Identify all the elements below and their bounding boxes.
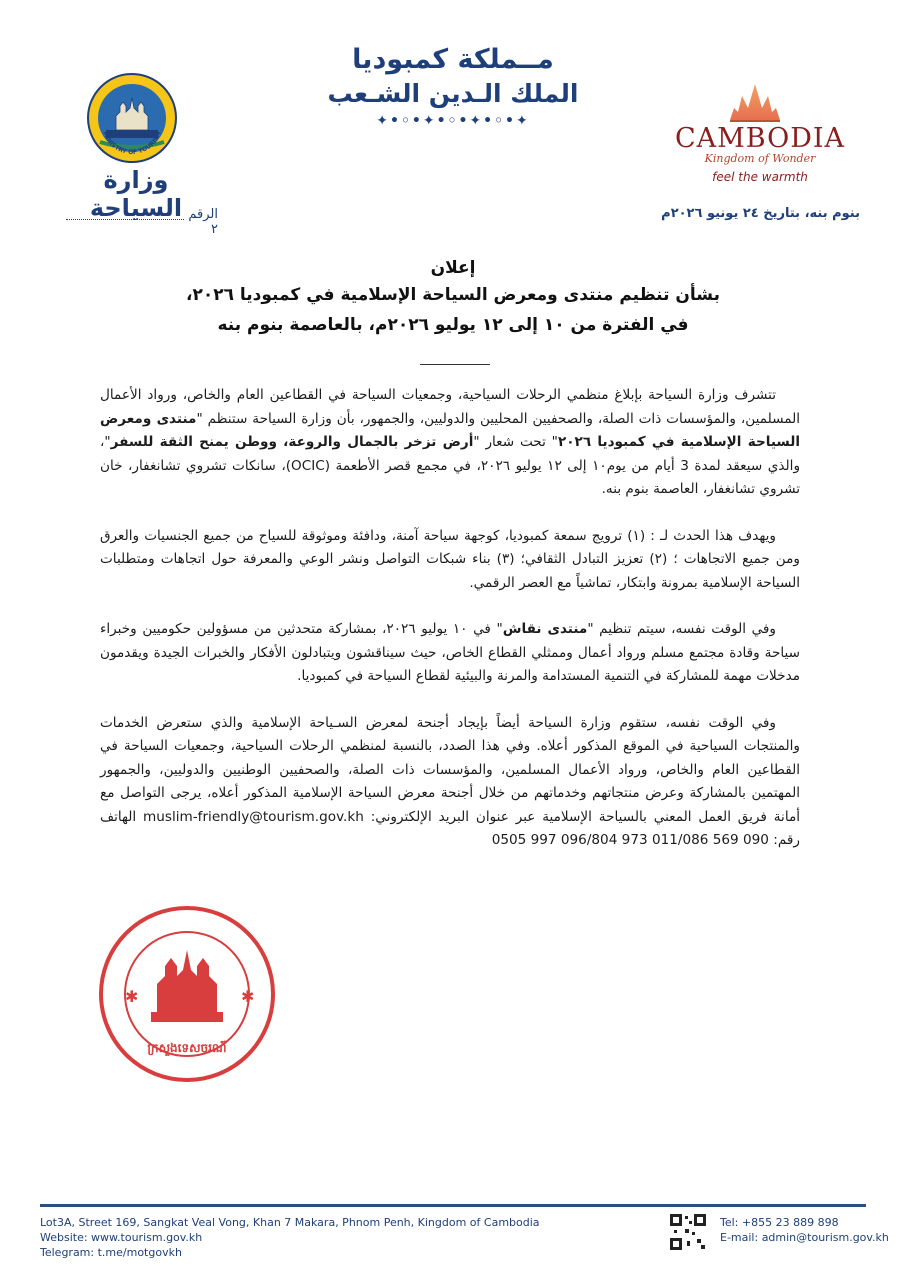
kingdom-line: مــملكة كمبوديا — [352, 44, 554, 75]
reference-number — [58, 207, 218, 237]
footer-telephone: Tel: +855 23 889 898 — [720, 1216, 839, 1229]
title-heading: إعلان — [430, 258, 476, 278]
svg-text:ក្រសួងទេសចរណ៍: ក្រសួងទេសចរណ៍ — [147, 1041, 227, 1055]
brand-tagline: Kingdom of Wonder — [704, 152, 816, 165]
reference-label: الرقم — [188, 207, 218, 222]
paragraph-3: وفي الوقت نفسه، سيتم تنظيم "منتدى نقاش" في ١٠ يوليو ٢٠٢٦، بمشاركة متحدثين من مسؤولين حكوميين وخبراء سياحة وقادة مجتمع مسلم ورواد أعمال وممثلي القطاع الخاص، حيث سيناقشون ويتبادلون الأفكار والخبرات الجيدة ويقدمون مدخلات مهمة للمشاركة في التنمية المستدامة والمرنة والبيئية لقطاع السياحة في كمبوديا. — [100, 621, 800, 684]
motto-line: الملك الـدين الشـعب — [327, 79, 579, 108]
title-subject: بشأن تنظيم منتدى ومعرض السياحة الإسلامية في كمبوديا ٢٠٢٦، — [186, 285, 720, 305]
kingdom-header — [250, 42, 656, 130]
footer-email[interactable]: E-mail: admin@tourism.gov.kh — [720, 1231, 889, 1244]
reference-dots — [66, 209, 184, 220]
announcement-title — [120, 256, 786, 340]
footer-website[interactable]: Website: www.tourism.gov.kh — [40, 1231, 203, 1244]
ministry-name: وزارة السياحة — [89, 166, 183, 222]
ministry-of-tourism-logo — [86, 72, 178, 164]
letter-body — [100, 384, 800, 853]
brand-slogan: feel the warmth — [712, 170, 808, 184]
footer-telegram[interactable]: Telegram: t.me/motgovkh — [40, 1246, 182, 1259]
title-dates: في الفترة من ١٠ إلى ١٢ يوليو ٢٠٢٦م، بالعاصمة بنوم بنه — [217, 315, 689, 335]
reference-value: ٢ — [211, 222, 218, 237]
footer-contact-right — [720, 1215, 889, 1245]
date-line: بنوم بنه، بتاريخ ٢٤ يونيو ٢٠٢٦م — [661, 206, 860, 221]
contact-phones: 0505 997 096/804 973 011/086 569 090 — [491, 832, 769, 848]
contact-email[interactable]: muslim-friendly@tourism.gov.kh — [143, 808, 364, 825]
svg-text:✱: ✱ — [241, 987, 255, 1006]
phone-label: الهاتف رقم: — [100, 808, 800, 848]
qr-code — [668, 1212, 708, 1252]
footer-divider — [40, 1204, 866, 1207]
contact-label: الإلكتروني: — [370, 808, 432, 825]
official-seal-stamp — [95, 902, 280, 1087]
title-divider — [420, 364, 490, 365]
footer-address: Lot3A, Street 169, Sangkat Veal Vong, Khan 7 Makara, Phnom Penh, Kingdom of Cambodia — [40, 1216, 540, 1229]
svg-text:MINISTRY OF TOURISM: MINISTRY OF TOURISM — [101, 130, 163, 157]
paragraph-4: وفي الوقت نفسه، ستقوم وزارة السياحة أيضاً بإيجاد أجنحة لمعرض السـياحة الإسلامية والذي ستعرض الخدمات والمنتجات السياحية في الموقع المذكور أعلاه. وفي هذا الصدد، بالنسبة لمنظمي الرحلات السياحية، وجمعيات السياحة في القطاعين العام والخاص، ورواد الأعمال المسلمين، والمؤسسات ذات الصلة، والصحفيين الوطنيين والدوليين، والجمهور المهتمين بالمشاركة وعرض منتجاتهم وخدماتهم من خلال أجنحة معرض السياحة الإسلامية المذكور أعلاه، يرجى التواصل مع أمانة فريق العمل المعني بالسياحة الإسلامية عبر عنوان البريد الإلكتروني: muslim-friendly@tourism.gov.kh الهاتف رقم: 0505 997 096/804 973 011/086 569 090 — [100, 714, 801, 848]
svg-text:✱: ✱ — [125, 987, 139, 1006]
header-ornament: ✦•◦•✦•◦•✦•◦•✦ — [376, 113, 530, 129]
paragraph-1: تتشرف وزارة السياحة بإبلاغ منظمي الرحلات السياحية، وجمعيات السياحة في القطاعين العام والخاص، ورواد الأعمال المسلمين، والمؤسسات ذات الصلة، والصحفيين المحليين والدوليين، والجمهور، بأن وزارة السياحة ستنظم "منتدى ومعرض السياحة الإسلامية في كمبوديا ٢٠٢٦" تحت شعار "أرض تزخر بالجمال والروعة، ووطن يمنح الثقة للسفر"، والذي سيعقد لمدة 3 أيام من يوم١٠ إلى ١٢ يوليو ٢٠٢٦، في مجمع قصر الأطعمة (OCIC)، سانكات تشروي تشانغفار، خان تشروي تشانغفار، العاصمة بنوم بنه. — [100, 387, 801, 497]
brand-wordmark: CAMBODIA — [674, 123, 846, 154]
footer-contact-left — [40, 1215, 540, 1260]
paragraph-2: ويهدف هذا الحدث لـ : (١) ترويج سمعة كمبوديا، كوجهة سياحة آمنة، ودافئة وموثوقة للسياح من جميع الجنسيات والعرق ومن جميع الاتجاهات ؛ (٢) تعزيز التبادل الثقافي؛ (٣) بناء شبكات التواصل ونشر الوعي والمعرفة حول اتجاهات ومتطلبات السياحة الإسلامية بمرونة وابتكار، تماشياً مع العصر الرقمي. — [100, 527, 800, 591]
